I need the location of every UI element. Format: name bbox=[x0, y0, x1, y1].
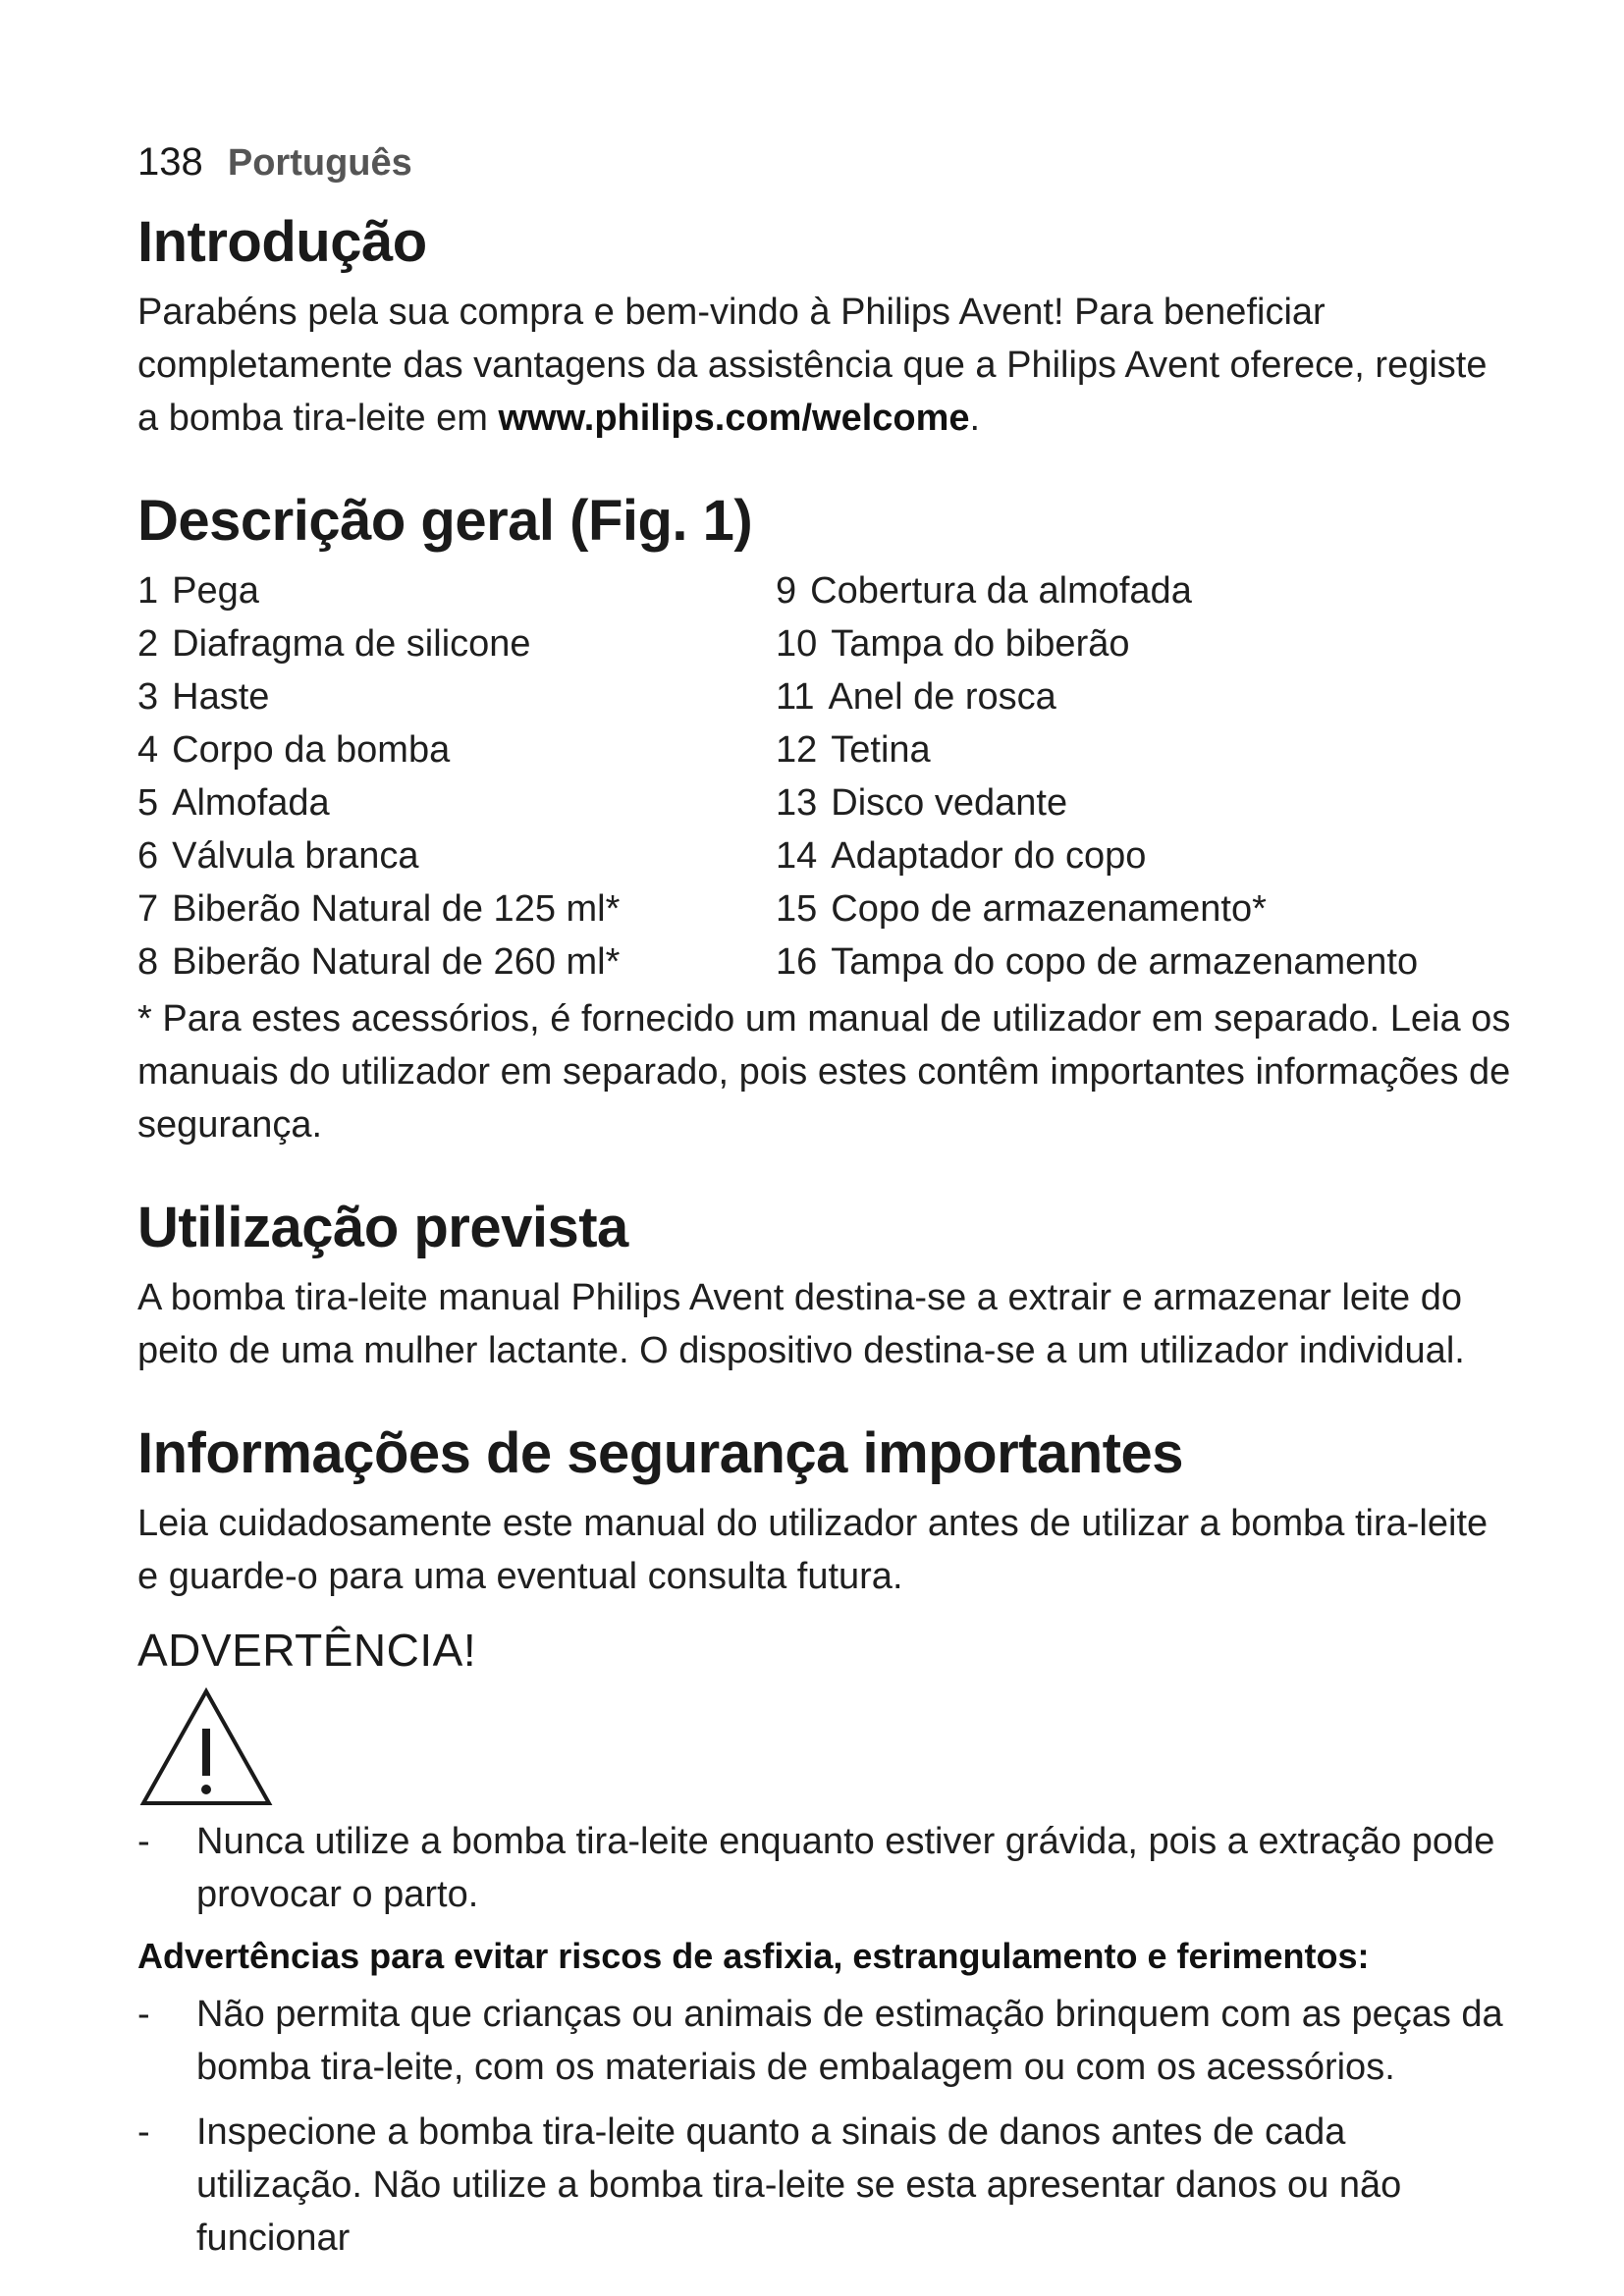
safety-text: Leia cuidadosamente este manual do utilizador antes de utilizar a bomba tira-leite e guarde-o para uma eventual consulta futura. bbox=[137, 1503, 1489, 1597]
part-label: Almofada bbox=[172, 782, 330, 824]
part-number: 11 bbox=[776, 676, 815, 718]
part-item bbox=[776, 776, 1414, 829]
part-number: 4 bbox=[137, 729, 159, 771]
part-item bbox=[137, 935, 776, 988]
part-label: Cobertura da almofada bbox=[810, 570, 1192, 612]
list-dash: - bbox=[137, 1994, 150, 2035]
part-item bbox=[137, 670, 776, 723]
safety-section bbox=[137, 1420, 1512, 2265]
part-item bbox=[137, 776, 776, 829]
overview-title: Descrição geral (Fig. 1) bbox=[137, 489, 753, 553]
part-number: 2 bbox=[137, 623, 159, 665]
part-label: Biberão Natural de 260 ml* bbox=[172, 941, 621, 983]
part-item bbox=[776, 935, 1419, 988]
part-item bbox=[776, 829, 1414, 882]
part-item bbox=[776, 617, 1414, 670]
warning-item-text: Inspecione a bomba tira-leite quanto a sinais de danos antes de cada utilização. Não utilize a bomba tira-leite se esta apresentar danos ou não funcionar bbox=[196, 2111, 1402, 2259]
part-item bbox=[137, 564, 776, 617]
warning-item-text: Nunca utilize a bomba tira-leite enquanto estiver grávida, pois a extração pode provocar o parto. bbox=[196, 1821, 1495, 1915]
parts-list bbox=[137, 564, 1512, 988]
parts-column-left bbox=[137, 564, 776, 988]
part-item bbox=[137, 617, 776, 670]
warning-title: ADVERTÊNCIA! bbox=[137, 1625, 477, 1676]
page-header bbox=[137, 137, 1512, 187]
intro-section bbox=[137, 209, 1512, 445]
choking-warnings-heading: Advertências para evitar riscos de asfixia, estrangulamento e ferimentos: bbox=[137, 1936, 1370, 1976]
warning-item bbox=[137, 1988, 1512, 2094]
part-number: 5 bbox=[137, 782, 159, 824]
part-number: 12 bbox=[776, 729, 818, 771]
intro-title: Introdução bbox=[137, 210, 427, 274]
part-item bbox=[137, 723, 776, 776]
warning-item-text: Não permita que crianças ou animais de estimação brinquem com as peças da bomba tira-leite, com os materiais de embalagem ou com os acessórios. bbox=[196, 1994, 1503, 2088]
part-item bbox=[776, 723, 1414, 776]
part-number: 14 bbox=[776, 835, 818, 877]
welcome-url: www.philips.com/welcome bbox=[498, 398, 970, 439]
part-label: Válvula branca bbox=[172, 835, 419, 877]
part-label: Corpo da bomba bbox=[172, 729, 451, 771]
part-number: 8 bbox=[137, 941, 159, 983]
part-label: Pega bbox=[172, 570, 259, 612]
list-dash: - bbox=[137, 1821, 150, 1862]
part-label: Tampa do copo de armazenamento bbox=[831, 941, 1419, 983]
part-label: Diafragma de silicone bbox=[172, 623, 531, 665]
part-item bbox=[776, 670, 1414, 723]
part-label: Tampa do biberão bbox=[831, 623, 1130, 665]
warning-item bbox=[137, 2106, 1512, 2265]
intro-text-after: . bbox=[969, 398, 981, 439]
part-item bbox=[137, 829, 776, 882]
part-label: Tetina bbox=[831, 729, 931, 771]
part-number: 9 bbox=[776, 570, 797, 612]
part-number: 10 bbox=[776, 623, 818, 665]
part-number: 3 bbox=[137, 676, 159, 718]
part-label: Adaptador do copo bbox=[831, 835, 1147, 877]
parts-column-right bbox=[776, 564, 1419, 988]
part-number: 15 bbox=[776, 888, 818, 930]
part-number: 16 bbox=[776, 941, 818, 983]
overview-section bbox=[137, 488, 1512, 1151]
part-item bbox=[776, 882, 1414, 935]
part-number: 7 bbox=[137, 888, 159, 930]
warning-triangle-icon bbox=[137, 1685, 275, 1809]
page-number: 138 bbox=[137, 140, 203, 184]
part-number: 1 bbox=[137, 570, 159, 612]
part-item bbox=[776, 564, 1414, 617]
accessories-note: * Para estes acessórios, é fornecido um manual de utilizador em separado. Leia os manuais do utilizador em separado, pois estes contêm importantes informações de segurança. bbox=[137, 998, 1511, 1146]
warning-item bbox=[137, 1815, 1512, 1921]
part-label: Disco vedante bbox=[831, 782, 1068, 824]
intro-text-before: Parabéns pela sua compra e bem-vindo à Philips Avent! Para beneficiar completamente das vantagens da assistência que a Philips Avent oferece, registe a bomba tira-leite em bbox=[137, 292, 1488, 439]
intended-use-section bbox=[137, 1195, 1512, 1377]
safety-title: Informações de segurança importantes bbox=[137, 1421, 1183, 1485]
part-number: 6 bbox=[137, 835, 159, 877]
part-label: Haste bbox=[172, 676, 270, 718]
page-language: Português bbox=[227, 142, 412, 184]
warning-list bbox=[137, 1815, 1512, 1921]
intro-text bbox=[137, 286, 1512, 445]
list-dash: - bbox=[137, 2111, 150, 2153]
manual-page bbox=[137, 137, 1512, 2276]
part-label: Copo de armazenamento* bbox=[831, 888, 1267, 930]
intended-use-title: Utilização prevista bbox=[137, 1196, 628, 1259]
part-label: Anel de rosca bbox=[828, 676, 1056, 718]
part-label: Biberão Natural de 125 ml* bbox=[172, 888, 621, 930]
intended-use-text: A bomba tira-leite manual Philips Avent destina-se a extrair e armazenar leite do peito de uma mulher lactante. O dispositivo destina-se a um utilizador individual. bbox=[137, 1277, 1465, 1371]
part-item bbox=[137, 882, 776, 935]
choking-warnings-list bbox=[137, 1988, 1512, 2265]
part-number: 13 bbox=[776, 782, 818, 824]
